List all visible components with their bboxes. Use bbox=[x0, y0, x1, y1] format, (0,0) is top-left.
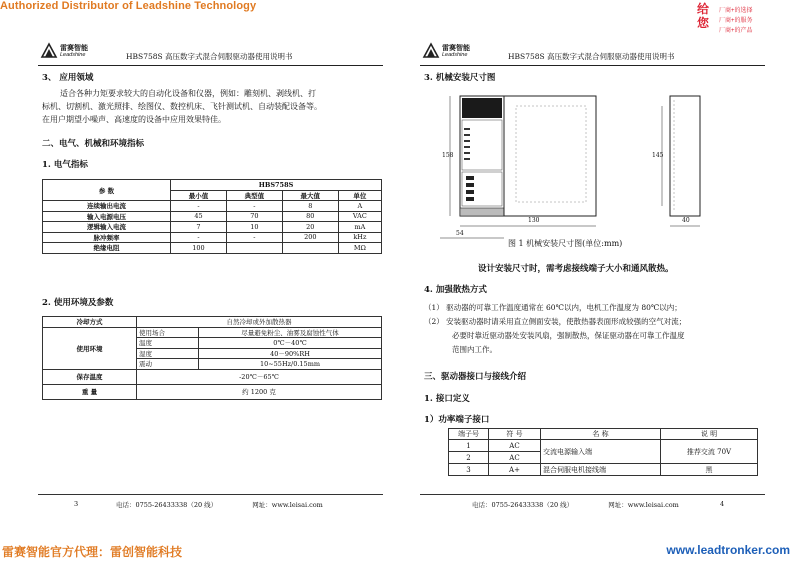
page-number: 4 bbox=[720, 500, 725, 508]
side-view-outline bbox=[670, 96, 700, 216]
cell-max: 20 bbox=[282, 222, 338, 233]
env-value: 尽量避免粉尘、油雾及腐蚀性气体 bbox=[199, 327, 382, 338]
brand-line-1: 厂商+的选择 bbox=[719, 8, 753, 14]
cell-unit: mA bbox=[338, 222, 381, 233]
brand-char-2: 您 bbox=[697, 16, 710, 30]
row-name: 输入电源电压 bbox=[43, 211, 171, 222]
sec3-line3: 在用户期望小噪声、高速度的设备中应用效果特佳。 bbox=[42, 115, 226, 124]
sec3b-title: 三、驱动器接口与接线介绍 bbox=[424, 372, 527, 382]
env-key: 湿度 bbox=[137, 348, 199, 359]
footer-divider bbox=[420, 494, 765, 495]
cell-name-motor: 混合伺服电机接线端 bbox=[541, 464, 661, 476]
cell-symbol: AC bbox=[489, 440, 541, 452]
cell-min: 7 bbox=[171, 222, 227, 233]
leadshine-logo bbox=[422, 39, 478, 63]
sec3-line2: 标机、切割机、激光照排、绘图仪、数控机床、飞针测试机、自动装配设备等。 bbox=[42, 102, 322, 111]
distributor-banner: Authorized Distributor of Leadshine Technology bbox=[0, 0, 257, 12]
env-value: 40－90%RH bbox=[199, 348, 382, 359]
driver-base bbox=[460, 208, 504, 216]
table-row bbox=[449, 440, 758, 452]
cooling-label: 冷却方式 bbox=[43, 317, 137, 328]
sub2-title: 2. 使用环境及参数 bbox=[42, 298, 114, 308]
cell-no: 2 bbox=[449, 452, 489, 464]
cell-min: - bbox=[171, 232, 227, 243]
row-name: 逻辑输入电流 bbox=[43, 222, 171, 233]
logo-mark-icon bbox=[422, 41, 440, 59]
table-row bbox=[43, 222, 382, 233]
col-min: 最小值 bbox=[171, 190, 227, 201]
dim-bottom-width: 130 bbox=[528, 217, 540, 224]
col-symbol: 符 号 bbox=[489, 429, 541, 440]
cell-name-ac: 交流电源输入端 bbox=[541, 440, 661, 464]
row-name: 绝缘电阻 bbox=[43, 243, 171, 254]
cell-max: 8 bbox=[282, 201, 338, 212]
footer-contact: 电话：0755-26433338（20 线） 网址：www.leisai.com bbox=[472, 501, 679, 509]
row-name: 脉冲频率 bbox=[43, 232, 171, 243]
environment-table bbox=[42, 316, 382, 400]
env-key: 使用场合 bbox=[137, 327, 199, 338]
logo-cn: 雷赛智能 bbox=[442, 45, 470, 52]
cell-no: 1 bbox=[449, 440, 489, 452]
logo-cn: 雷赛智能 bbox=[60, 45, 88, 52]
header-title: HBS758S 高压数字式混合伺服驱动器使用说明书 bbox=[126, 52, 293, 61]
cell-max: 80 bbox=[282, 211, 338, 222]
cell-min: 45 bbox=[171, 211, 227, 222]
leadshine-logo bbox=[40, 39, 96, 63]
cell-min: - bbox=[171, 201, 227, 212]
cell-typ: - bbox=[226, 201, 282, 212]
sec4-title: 4. 加强散热方式 bbox=[424, 285, 487, 295]
col-name: 名 称 bbox=[541, 429, 661, 440]
cell-symbol: AC bbox=[489, 452, 541, 464]
cell-typ: 70 bbox=[226, 211, 282, 222]
page-left bbox=[38, 36, 383, 516]
cell-desc-ac: 推荐交流 70V bbox=[661, 440, 758, 464]
figure-caption: 图 1 机械安装尺寸图(单位:mm) bbox=[508, 239, 623, 248]
brand-slogan bbox=[693, 2, 783, 36]
driver-middle-panel bbox=[462, 120, 502, 170]
install-note: 设计安装尺寸时，需考虑接线端子大小和通风散热。 bbox=[478, 264, 674, 274]
cell-unit: kHz bbox=[338, 232, 381, 243]
table-row bbox=[449, 464, 758, 476]
sub1-title: 1. 电气指标 bbox=[42, 160, 88, 170]
cell-unit: VAC bbox=[338, 211, 381, 222]
footer-contact: 电话：0755-26433338（20 线） 网址：www.leisai.com bbox=[116, 501, 323, 509]
sec4-line3: 必要时靠近驱动器处安装风扇，强制散热，保证驱动器在可靠工作温度 bbox=[452, 331, 685, 340]
dim-left-width: 54 bbox=[456, 230, 464, 237]
dim-front-height: 158 bbox=[442, 152, 454, 159]
logo-en: Leadshine bbox=[442, 52, 468, 58]
param-header: 参 数 bbox=[43, 180, 171, 201]
sec4-line1: （1） 驱动器的可靠工作温度通常在 60℃以内，电机工作温度为 80℃以内； bbox=[424, 303, 682, 312]
col-typ: 典型值 bbox=[226, 190, 282, 201]
col-terminal-no: 端子号 bbox=[449, 429, 489, 440]
col-max: 最大值 bbox=[282, 190, 338, 201]
col-unit: 单位 bbox=[338, 190, 381, 201]
logo-mark-icon bbox=[40, 41, 58, 59]
storage-label: 保存温度 bbox=[43, 369, 137, 384]
logo-en: Leadshine bbox=[60, 52, 86, 58]
cell-unit: MΩ bbox=[338, 243, 381, 254]
env-label: 使用环境 bbox=[43, 327, 137, 369]
cell-unit: A bbox=[338, 201, 381, 212]
sec2-title: 二、电气、机械和环境指标 bbox=[42, 139, 145, 149]
cell-max bbox=[282, 243, 338, 254]
cell-typ bbox=[226, 243, 282, 254]
cell-typ: - bbox=[226, 232, 282, 243]
col-desc: 说 明 bbox=[661, 429, 758, 440]
brand-line-2: 厂商+的服务 bbox=[719, 18, 753, 24]
page-number: 3 bbox=[74, 500, 79, 508]
cell-symbol: A+ bbox=[489, 464, 541, 476]
row-name: 连续输出电流 bbox=[43, 201, 171, 212]
page-right bbox=[420, 36, 765, 516]
page-header bbox=[420, 36, 765, 66]
sec4-line4: 范围内工作。 bbox=[452, 345, 497, 354]
cooling-value: 自然冷却或外加散热器 bbox=[137, 317, 382, 328]
storage-value: -20℃－65℃ bbox=[137, 369, 382, 384]
dim-side-width: 40 bbox=[682, 217, 690, 224]
cell-typ: 10 bbox=[226, 222, 282, 233]
cell-no: 3 bbox=[449, 464, 489, 476]
electrical-table bbox=[42, 179, 382, 254]
footer-divider bbox=[38, 494, 383, 495]
brand-char-1: 给 bbox=[697, 2, 710, 16]
power-terminal-table bbox=[448, 428, 758, 476]
table-row bbox=[43, 243, 382, 254]
agent-banner: 雷赛智能官方代理：雷创智能科技 bbox=[2, 545, 183, 559]
website-link[interactable]: www.leadtronker.com bbox=[666, 543, 790, 557]
env-value: 10~55Hz/0.15mm bbox=[199, 359, 382, 370]
interface-def-title: 1. 接口定义 bbox=[424, 394, 470, 404]
cell-desc-motor: 黑 bbox=[661, 464, 758, 476]
model-header: HBS758S bbox=[171, 180, 382, 191]
sec4-line2: （2） 安装驱动器时请采用直立侧面安装，使散热器表面形成较强的空气对流； bbox=[424, 317, 687, 326]
env-key: 震动 bbox=[137, 359, 199, 370]
brand-line-3: 厂商+的产品 bbox=[719, 28, 753, 34]
sec3-title: 3、 应用领域 bbox=[42, 73, 94, 83]
heatsink-outline bbox=[504, 96, 596, 216]
cell-min: 100 bbox=[171, 243, 227, 254]
cell-max: 200 bbox=[282, 232, 338, 243]
weight-value: 约 1200 克 bbox=[137, 384, 382, 399]
page-header bbox=[38, 36, 383, 66]
weight-label: 重 量 bbox=[43, 384, 137, 399]
table-row bbox=[43, 211, 382, 222]
driver-top-panel bbox=[462, 98, 502, 118]
table-row bbox=[43, 232, 382, 243]
header-title: HBS758S 高压数字式混合伺服驱动器使用说明书 bbox=[508, 52, 675, 61]
sec3-mech-title: 3. 机械安装尺寸图 bbox=[424, 73, 496, 83]
env-key: 温度 bbox=[137, 338, 199, 349]
sec3-line1: 适合各种力矩要求较大的自动化设备和仪器，例如：雕刻机、剥线机、打 bbox=[60, 89, 316, 98]
table-row bbox=[43, 201, 382, 212]
env-value: 0℃－40℃ bbox=[199, 338, 382, 349]
dim-side-height: 145 bbox=[652, 152, 664, 159]
power-terminal-title: 1）功率端子接口 bbox=[424, 415, 490, 425]
